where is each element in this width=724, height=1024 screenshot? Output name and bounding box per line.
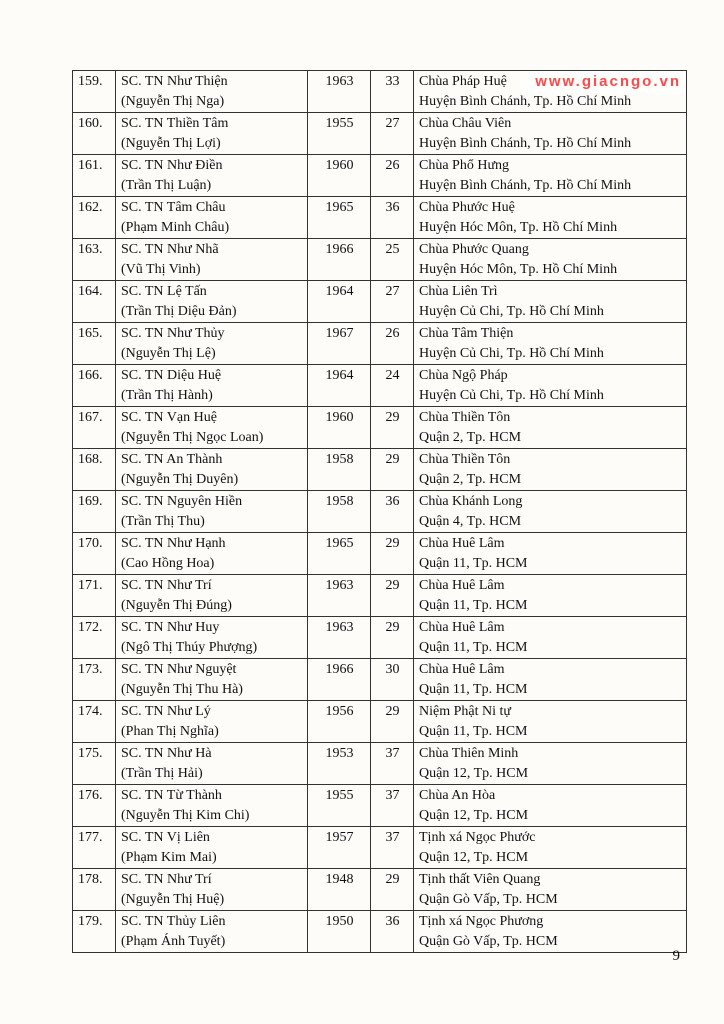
age-value: 29	[385, 452, 400, 467]
temple-location: Quận 4, Tp. HCM	[419, 514, 522, 529]
row-number-cell	[73, 323, 116, 365]
temple-name: Chùa Huê Lâm	[419, 620, 505, 635]
row-number-cell	[73, 701, 116, 743]
birth-year: 1958	[325, 452, 354, 467]
dharma-name: SC. TN Thủy Liên	[121, 914, 226, 929]
table-row	[73, 365, 687, 407]
temple-cell	[414, 659, 687, 701]
age-cell	[371, 155, 414, 197]
temple-cell	[414, 617, 687, 659]
age-cell	[371, 533, 414, 575]
dharma-name: SC. TN Như Huy	[121, 620, 220, 635]
birth-name: (Nguyễn Thị Đúng)	[121, 598, 232, 613]
temple-cell	[414, 365, 687, 407]
temple-name: Tịnh xá Ngọc Phước	[419, 830, 536, 845]
row-number-cell	[73, 155, 116, 197]
name-cell	[116, 785, 308, 827]
name-cell	[116, 155, 308, 197]
temple-cell	[414, 701, 687, 743]
temple-name: Tịnh xá Ngọc Phương	[419, 914, 544, 929]
birth-year-cell	[308, 239, 371, 281]
birth-year-cell	[308, 323, 371, 365]
temple-location: Quận 11, Tp. HCM	[419, 682, 528, 697]
row-number: 178.	[78, 872, 103, 887]
row-number: 176.	[78, 788, 103, 803]
birth-year-cell	[308, 743, 371, 785]
birth-name: (Nguyễn Thị Ngọc Loan)	[121, 430, 264, 445]
temple-location: Quận Gò Vấp, Tp. HCM	[419, 934, 558, 949]
age-cell	[371, 449, 414, 491]
table-row	[73, 323, 687, 365]
row-number: 162.	[78, 200, 103, 215]
birth-year: 1956	[325, 704, 354, 719]
birth-name: (Vũ Thị Vinh)	[121, 262, 201, 277]
birth-year-cell	[308, 113, 371, 155]
temple-location: Quận 12, Tp. HCM	[419, 766, 529, 781]
row-number-cell	[73, 575, 116, 617]
temple-name: Chùa Phước Quang	[419, 242, 529, 257]
watermark-logo: www.giacngo.vn	[520, 71, 685, 93]
age-cell	[371, 281, 414, 323]
birth-year-cell	[308, 911, 371, 953]
table-row	[73, 113, 687, 155]
row-number-cell	[73, 869, 116, 911]
name-cell	[116, 533, 308, 575]
temple-location: Huyện Củ Chi, Tp. Hồ Chí Minh	[419, 346, 604, 361]
birth-name: (Nguyễn Thị Huệ)	[121, 892, 225, 907]
birth-name: (Cao Hồng Hoa)	[121, 556, 215, 571]
row-number-cell	[73, 449, 116, 491]
age-cell	[371, 743, 414, 785]
row-number: 175.	[78, 746, 103, 761]
birth-year-cell	[308, 407, 371, 449]
birth-year: 1963	[325, 578, 354, 593]
temple-name: Chùa Phước Huệ	[419, 200, 515, 215]
temple-cell	[414, 491, 687, 533]
row-number: 166.	[78, 368, 103, 383]
age-value: 29	[385, 620, 400, 635]
name-cell	[116, 911, 308, 953]
row-number-cell	[73, 533, 116, 575]
temple-name: Chùa Tâm Thiện	[419, 326, 514, 341]
dharma-name: SC. TN Như Nhã	[121, 242, 219, 257]
row-number-cell	[73, 785, 116, 827]
birth-name: (Phạm Ánh Tuyết)	[121, 934, 226, 949]
temple-location: Quận Gò Vấp, Tp. HCM	[419, 892, 558, 907]
name-cell	[116, 113, 308, 155]
age-value: 36	[385, 200, 400, 215]
age-value: 25	[385, 242, 400, 257]
temple-name: Chùa Châu Viên	[419, 116, 512, 131]
dharma-name: SC. TN Lệ Tấn	[121, 284, 207, 299]
temple-cell	[414, 239, 687, 281]
age-cell	[371, 869, 414, 911]
temple-location: Huyện Hóc Môn, Tp. Hồ Chí Minh	[419, 262, 618, 277]
birth-year: 1964	[325, 368, 354, 383]
row-number-cell	[73, 407, 116, 449]
dharma-name: SC. TN Diệu Huệ	[121, 368, 222, 383]
temple-location: Quận 11, Tp. HCM	[419, 640, 528, 655]
row-number-cell	[73, 911, 116, 953]
name-cell	[116, 617, 308, 659]
roster-body	[73, 71, 687, 953]
birth-year: 1955	[325, 116, 354, 131]
table-row	[73, 743, 687, 785]
temple-name: Chùa Thiền Tôn	[419, 410, 511, 425]
temple-location: Quận 11, Tp. HCM	[419, 724, 528, 739]
birth-name: (Trần Thị Diệu Đản)	[121, 304, 237, 319]
dharma-name: SC. TN Như Hà	[121, 746, 212, 761]
age-value: 29	[385, 704, 400, 719]
dharma-name: SC. TN Vị Liên	[121, 830, 210, 845]
birth-year: 1963	[325, 620, 354, 635]
age-cell	[371, 71, 414, 113]
row-number-cell	[73, 491, 116, 533]
table-row	[73, 911, 687, 953]
age-cell	[371, 323, 414, 365]
name-cell	[116, 323, 308, 365]
temple-location: Quận 11, Tp. HCM	[419, 556, 528, 571]
name-cell	[116, 365, 308, 407]
temple-name: Chùa Huê Lâm	[419, 536, 505, 551]
temple-cell	[414, 113, 687, 155]
age-cell	[371, 911, 414, 953]
temple-location: Quận 11, Tp. HCM	[419, 598, 528, 613]
temple-name: Chùa Pháp Huệ	[419, 74, 507, 89]
birth-year-cell	[308, 869, 371, 911]
dharma-name: SC. TN Như Nguyệt	[121, 662, 237, 677]
birth-year: 1965	[325, 200, 354, 215]
age-value: 29	[385, 578, 400, 593]
temple-cell	[414, 155, 687, 197]
dharma-name: SC. TN Nguyên Hiền	[121, 494, 243, 509]
birth-year: 1953	[325, 746, 354, 761]
row-number-cell	[73, 659, 116, 701]
birth-year: 1966	[325, 662, 354, 677]
name-cell	[116, 407, 308, 449]
temple-cell	[414, 281, 687, 323]
birth-year: 1964	[325, 284, 354, 299]
row-number: 164.	[78, 284, 103, 299]
table-row	[73, 533, 687, 575]
row-number: 165.	[78, 326, 103, 341]
temple-location: Quận 2, Tp. HCM	[419, 430, 522, 445]
birth-name: (Trần Thị Hải)	[121, 766, 203, 781]
temple-name: Chùa Liên Trì	[419, 284, 498, 299]
birth-year-cell	[308, 617, 371, 659]
age-value: 29	[385, 872, 400, 887]
age-value: 33	[385, 74, 400, 89]
age-value: 37	[385, 746, 400, 761]
table-row	[73, 575, 687, 617]
birth-name: (Nguyễn Thị Lợi)	[121, 136, 221, 151]
birth-name: (Nguyễn Thị Duyên)	[121, 472, 239, 487]
birth-name: (Nguyễn Thị Thu Hà)	[121, 682, 243, 697]
temple-name: Chùa Thiền Tôn	[419, 452, 511, 467]
temple-cell	[414, 323, 687, 365]
temple-name: Chùa Ngộ Pháp	[419, 368, 508, 383]
row-number-cell	[73, 113, 116, 155]
age-value: 29	[385, 410, 400, 425]
age-value: 26	[385, 326, 400, 341]
temple-name: Chùa Thiên Minh	[419, 746, 519, 761]
table-row	[73, 239, 687, 281]
birth-year: 1958	[325, 494, 354, 509]
birth-year: 1955	[325, 788, 354, 803]
table-row	[73, 827, 687, 869]
name-cell	[116, 197, 308, 239]
row-number-cell	[73, 743, 116, 785]
table-row	[73, 785, 687, 827]
name-cell	[116, 449, 308, 491]
birth-year: 1966	[325, 242, 354, 257]
birth-name: (Phạm Minh Châu)	[121, 220, 230, 235]
temple-name: Chùa An Hòa	[419, 788, 496, 803]
row-number: 173.	[78, 662, 103, 677]
row-number: 160.	[78, 116, 103, 131]
birth-year-cell	[308, 155, 371, 197]
age-value: 24	[385, 368, 400, 383]
dharma-name: SC. TN Từ Thành	[121, 788, 222, 803]
row-number: 168.	[78, 452, 103, 467]
temple-name: Niệm Phật Ni tự	[419, 704, 511, 719]
temple-cell	[414, 911, 687, 953]
row-number-cell	[73, 617, 116, 659]
dharma-name: SC. TN Như Điền	[121, 158, 223, 173]
name-cell	[116, 827, 308, 869]
age-cell	[371, 491, 414, 533]
birth-year-cell	[308, 533, 371, 575]
birth-name: (Phan Thị Nghĩa)	[121, 724, 219, 739]
table-row	[73, 449, 687, 491]
age-value: 37	[385, 788, 400, 803]
birth-year: 1963	[325, 74, 354, 89]
birth-year-cell	[308, 659, 371, 701]
temple-name: Chùa Phổ Hưng	[419, 158, 510, 173]
age-cell	[371, 617, 414, 659]
age-cell	[371, 365, 414, 407]
temple-location: Quận 2, Tp. HCM	[419, 472, 522, 487]
temple-cell	[414, 743, 687, 785]
temple-name: Chùa Huê Lâm	[419, 662, 505, 677]
birth-year-cell	[308, 281, 371, 323]
birth-year-cell	[308, 449, 371, 491]
temple-location: Huyện Củ Chi, Tp. Hồ Chí Minh	[419, 304, 604, 319]
dharma-name: SC. TN Như Thủy	[121, 326, 225, 341]
row-number: 171.	[78, 578, 103, 593]
name-cell	[116, 491, 308, 533]
dharma-name: SC. TN Như Hạnh	[121, 536, 226, 551]
birth-year-cell	[308, 491, 371, 533]
age-value: 27	[385, 116, 400, 131]
table-row	[73, 617, 687, 659]
age-value: 27	[385, 284, 400, 299]
temple-cell	[414, 827, 687, 869]
age-value: 26	[385, 158, 400, 173]
table-row	[73, 869, 687, 911]
temple-cell	[414, 575, 687, 617]
table-row	[73, 701, 687, 743]
age-cell	[371, 701, 414, 743]
temple-cell	[414, 407, 687, 449]
row-number: 159.	[78, 74, 103, 89]
age-cell	[371, 575, 414, 617]
birth-year: 1967	[325, 326, 354, 341]
birth-year-cell	[308, 197, 371, 239]
birth-year-cell	[308, 785, 371, 827]
temple-name: Chùa Huê Lâm	[419, 578, 505, 593]
birth-name: (Phạm Kim Mai)	[121, 850, 217, 865]
table-row	[73, 155, 687, 197]
birth-year-cell	[308, 71, 371, 113]
row-number-cell	[73, 827, 116, 869]
birth-year: 1965	[325, 536, 354, 551]
row-number: 172.	[78, 620, 103, 635]
name-cell	[116, 701, 308, 743]
temple-cell	[414, 533, 687, 575]
row-number: 161.	[78, 158, 103, 173]
row-number-cell	[73, 239, 116, 281]
birth-name: (Nguyễn Thị Nga)	[121, 94, 225, 109]
dharma-name: SC. TN An Thành	[121, 452, 223, 467]
table-row	[73, 281, 687, 323]
name-cell	[116, 869, 308, 911]
temple-name: Tịnh thất Viên Quang	[419, 872, 541, 887]
birth-year: 1957	[325, 830, 354, 845]
birth-year-cell	[308, 365, 371, 407]
birth-year: 1950	[325, 914, 354, 929]
birth-year: 1948	[325, 872, 354, 887]
age-value: 37	[385, 830, 400, 845]
age-cell	[371, 407, 414, 449]
temple-cell	[414, 869, 687, 911]
birth-name: (Trần Thị Luận)	[121, 178, 212, 193]
row-number: 170.	[78, 536, 103, 551]
row-number-cell	[73, 281, 116, 323]
table-row	[73, 407, 687, 449]
row-number: 177.	[78, 830, 103, 845]
age-cell	[371, 785, 414, 827]
temple-location: Huyện Bình Chánh, Tp. Hồ Chí Minh	[419, 94, 632, 109]
row-number-cell	[73, 197, 116, 239]
temple-location: Quận 12, Tp. HCM	[419, 850, 529, 865]
age-cell	[371, 113, 414, 155]
dharma-name: SC. TN Như Trí	[121, 872, 212, 887]
dharma-name: SC. TN Tâm Châu	[121, 200, 226, 215]
temple-cell	[414, 785, 687, 827]
page-number: 9	[672, 948, 680, 964]
age-value: 29	[385, 536, 400, 551]
row-number: 163.	[78, 242, 103, 257]
temple-cell	[414, 197, 687, 239]
name-cell	[116, 239, 308, 281]
temple-location: Huyện Bình Chánh, Tp. Hồ Chí Minh	[419, 136, 632, 151]
temple-location: Huyện Hóc Môn, Tp. Hồ Chí Minh	[419, 220, 618, 235]
dharma-name: SC. TN Thiền Tâm	[121, 116, 229, 131]
dharma-name: SC. TN Như Thiện	[121, 74, 228, 89]
temple-cell	[414, 449, 687, 491]
birth-name: (Trần Thị Hành)	[121, 388, 213, 403]
birth-year-cell	[308, 575, 371, 617]
temple-location: Huyện Bình Chánh, Tp. Hồ Chí Minh	[419, 178, 632, 193]
table-row	[73, 491, 687, 533]
row-number: 169.	[78, 494, 103, 509]
roster-table	[72, 70, 687, 953]
row-number-cell	[73, 71, 116, 113]
row-number: 179.	[78, 914, 103, 929]
age-cell	[371, 827, 414, 869]
age-cell	[371, 659, 414, 701]
age-cell	[371, 197, 414, 239]
name-cell	[116, 659, 308, 701]
row-number-cell	[73, 365, 116, 407]
birth-year-cell	[308, 701, 371, 743]
table-row	[73, 197, 687, 239]
name-cell	[116, 575, 308, 617]
name-cell	[116, 71, 308, 113]
dharma-name: SC. TN Như Trí	[121, 578, 212, 593]
age-cell	[371, 239, 414, 281]
age-value: 30	[385, 662, 400, 677]
birth-year: 1960	[325, 158, 354, 173]
temple-location: Huyện Củ Chi, Tp. Hồ Chí Minh	[419, 388, 604, 403]
birth-year-cell	[308, 827, 371, 869]
age-value: 36	[385, 914, 400, 929]
birth-year: 1960	[325, 410, 354, 425]
row-number: 174.	[78, 704, 103, 719]
birth-name: (Ngô Thị Thúy Phượng)	[121, 640, 258, 655]
name-cell	[116, 743, 308, 785]
temple-location: Quận 12, Tp. HCM	[419, 808, 529, 823]
age-value: 36	[385, 494, 400, 509]
dharma-name: SC. TN Như Lý	[121, 704, 211, 719]
table-row	[73, 659, 687, 701]
birth-name: (Nguyễn Thị Lệ)	[121, 346, 216, 361]
birth-name: (Trần Thị Thu)	[121, 514, 205, 529]
name-cell	[116, 281, 308, 323]
dharma-name: SC. TN Vạn Huệ	[121, 410, 217, 425]
birth-name: (Nguyễn Thị Kim Chi)	[121, 808, 250, 823]
temple-name: Chùa Khánh Long	[419, 494, 523, 509]
row-number: 167.	[78, 410, 103, 425]
